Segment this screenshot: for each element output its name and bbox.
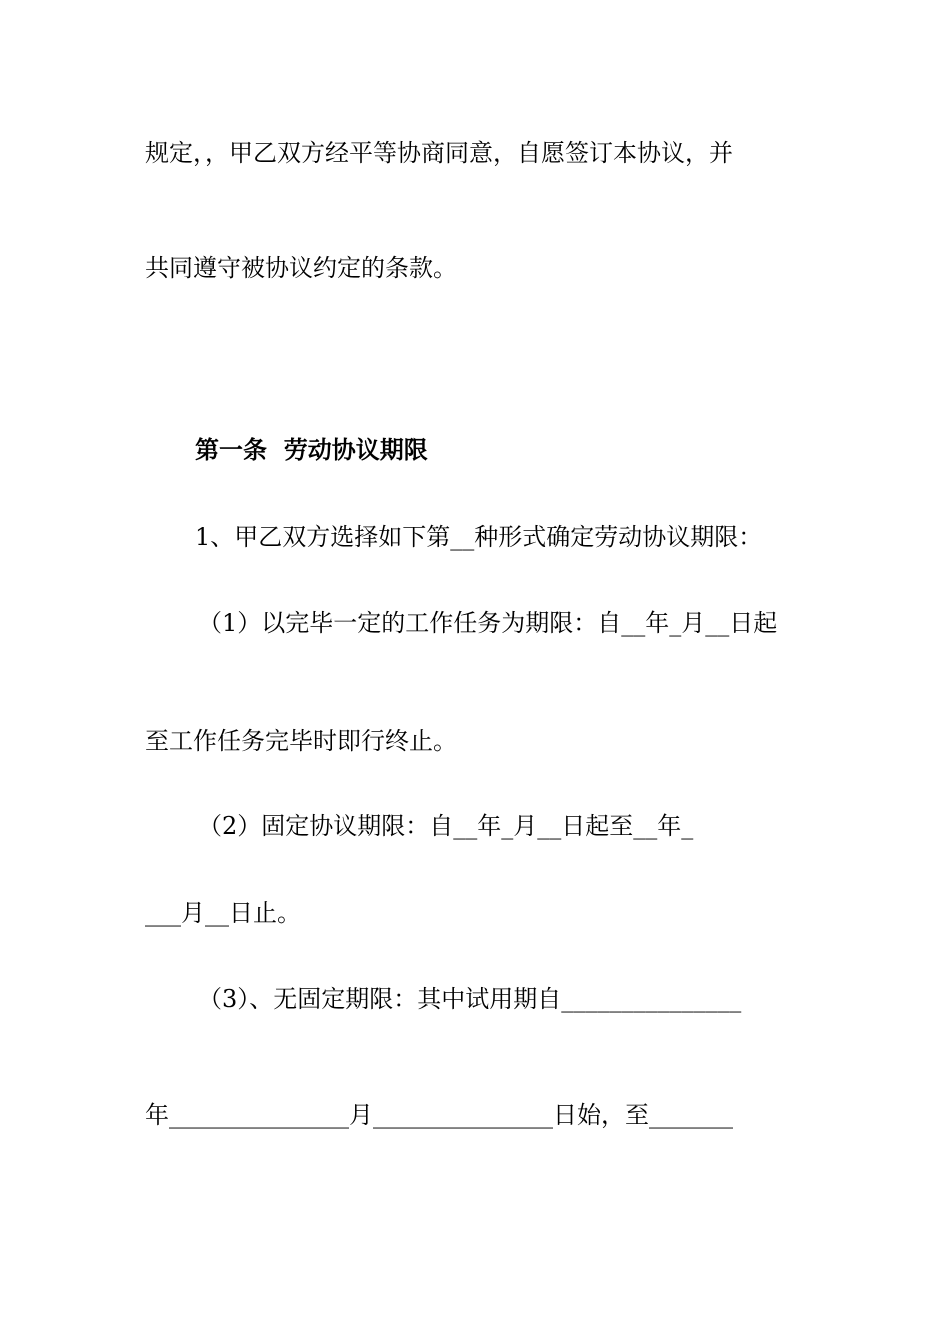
paragraph-line: 1、甲乙双方选择如下第__种形式确定劳动协议期限： — [195, 523, 763, 551]
paragraph-line: ___月__日止。 — [145, 899, 301, 927]
paragraph-line: 共同遵守被协议约定的条款。 — [145, 254, 457, 282]
paragraph-line: （1）以完毕一定的工作任务为期限：自__年_月__日起 — [198, 609, 778, 637]
paragraph-line: 至工作任务完毕时即行终止。 — [145, 727, 457, 755]
paragraph-line: 规定，，甲乙双方经平等协商同意，自愿签订本协议，并 — [145, 139, 733, 167]
paragraph-line: （3）、无固定期限：其中试用期自_______________ — [198, 985, 742, 1013]
paragraph-line: （2）固定协议期限：自__年_月__日起至__年_ — [198, 812, 694, 840]
paragraph-line: 年_______________月_______________日始，至_______ — [145, 1101, 733, 1129]
section-heading: 第一条 劳动协议期限 — [195, 435, 428, 464]
